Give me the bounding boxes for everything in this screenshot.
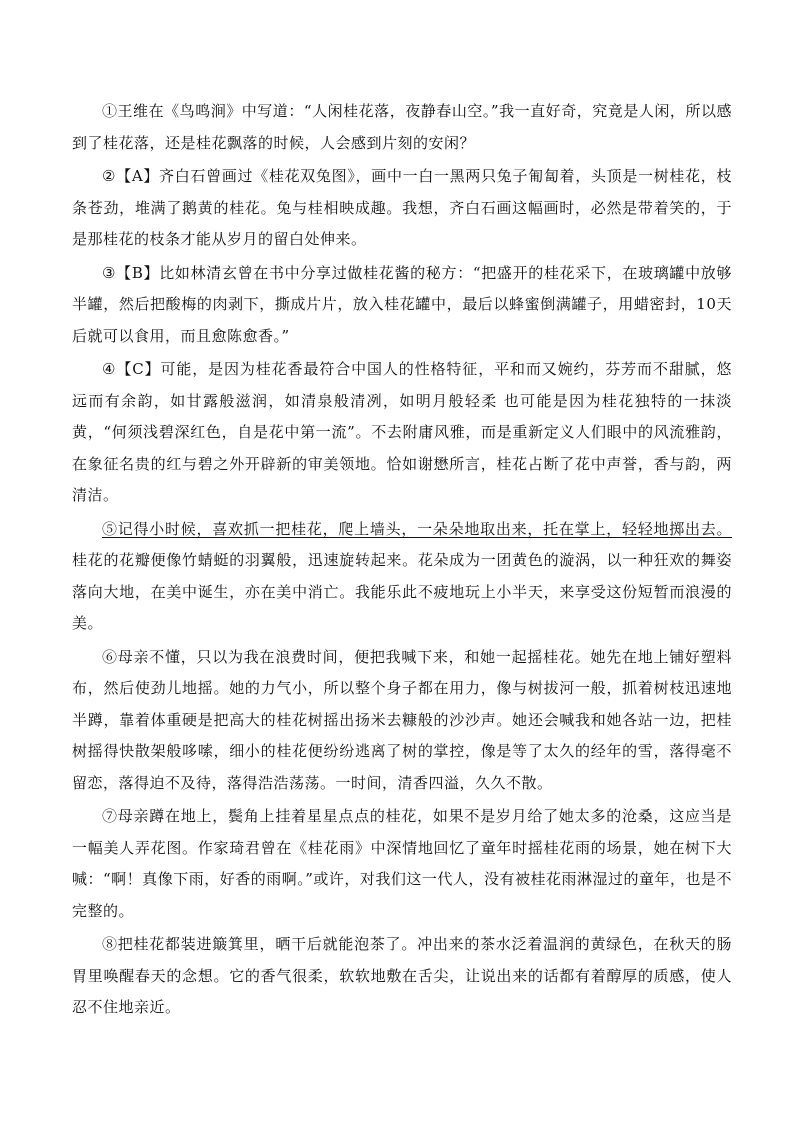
paragraph-2-text: ②【A】齐白石曾画过《桂花双兔图》，画中一白一黑两只兔子匍匐着，头顶是一树桂花，枝条苍劲，堆满了鹅黄的桂花。兔与桂相映成趣。我想，齐白石画这幅画时，必然是带着笑的，于是那桂花的枝条才能从岁月的留白处伸来。 [72,167,732,248]
paragraph-5 [72,514,732,640]
article-body [72,96,732,1026]
paragraph-8-text: ⑧把桂花都装进簸箕里，晒干后就能泡茶了。冲出来的茶水泛着温润的黄绿色，在秋天的肠胃里唤醒春天的念想。它的香气很柔，软软地敷在舌尖，让说出来的话都有着醇厚的质感，使人忍不住地亲近。 [72,935,732,1016]
paragraph-7-text: ⑦母亲蹲在地上，鬓角上挂着星星点点的桂花，如果不是岁月给了她太多的沧桑，这应当是一幅美人弄花图。作家琦君曾在《桂花雨》中深情地回忆了童年时摇桂花雨的场景，她在树下大喊：“啊！真像下雨，好香的雨啊。”或许，对我们这一代人，没有被桂花雨淋湿过的童年，也是不完整的。 [72,807,732,920]
paragraph-6-text: ⑥母亲不懂，只以为我在浪费时间，便把我喊下来，和她一起摇桂花。她先在地上铺好塑料布，然后使劲儿地摇。她的力气小，所以整个身子都在用力，像与树拔河一般，抓着树枝迅速地半蹲，靠着体重硬是把高大的桂花树摇出扬米去糠般的沙沙声。她还会喊我和她各站一边，把桂树摇得快散架般哆嗦，细小的桂花便纷纷逃离了树的掌控，像是等了太久的经年的雪，落得毫不留恋，落得迫不及待，落得浩浩荡荡。一时间，清香四溢，久久不散。 [72,647,732,792]
paragraph-6 [72,642,732,800]
paragraph-4 [72,354,732,512]
paragraph-5-text: 桂花的花瓣便像竹蜻蜓的羽翼般，迅速旋转起来。花朵成为一团黄色的漩涡，以一种狂欢的舞姿落向大地，在美中诞生，亦在美中消亡。我能乐此不疲地玩上小半天，来享受这份短暂而浪漫的美。 [72,551,732,632]
paragraph-5-underlined-sentence: ⑤记得小时候，喜欢抓一把桂花，爬上墙头，一朵朵地取出来，托在掌上，轻轻地掷出去。 [102,519,732,538]
paragraph-8 [72,929,732,1024]
paragraph-3 [72,258,732,353]
paragraph-7 [72,801,732,927]
paragraph-1-text: ①王维在《鸟鸣涧》中写道：“人闲桂花落，夜静春山空。”我一直好奇，究竟是人闲，所以感到了桂花落，还是桂花飘落的时候，人会感到片刻的安闲？ [72,102,732,152]
paragraph-3-text: ③【B】比如林清玄曾在书中分享过做桂花酱的秘方：“把盛开的桂花采下，在玻璃罐中放够半罐，然后把酸梅的肉剥下，撕成片片，放入桂花罐中，最后以蜂蜜倒满罐子，用蜡密封，10天后就可以食用，而且愈陈愈香。” [72,263,732,345]
paragraph-4-text: ④【C】可能，是因为桂花香最符合中国人的性格特征，平和而又婉约，芬芳而不甜腻，悠远而有余韵，如甘露般滋润，如清泉般清冽，如明月般轻柔 也可能是因为桂花独特的一抹淡黄，“何须浅碧深红色，自是花中第一流”。不去附庸风雅，而是重新定义人们眼中的风流雅韵，在象征名贵的红与碧之外开辟新的审美领地。恰如谢懋所言，桂花占断了花中声誉，香与韵，两清洁。 [72,360,732,504]
paragraph-2 [72,161,732,256]
paragraph-1 [72,96,732,159]
